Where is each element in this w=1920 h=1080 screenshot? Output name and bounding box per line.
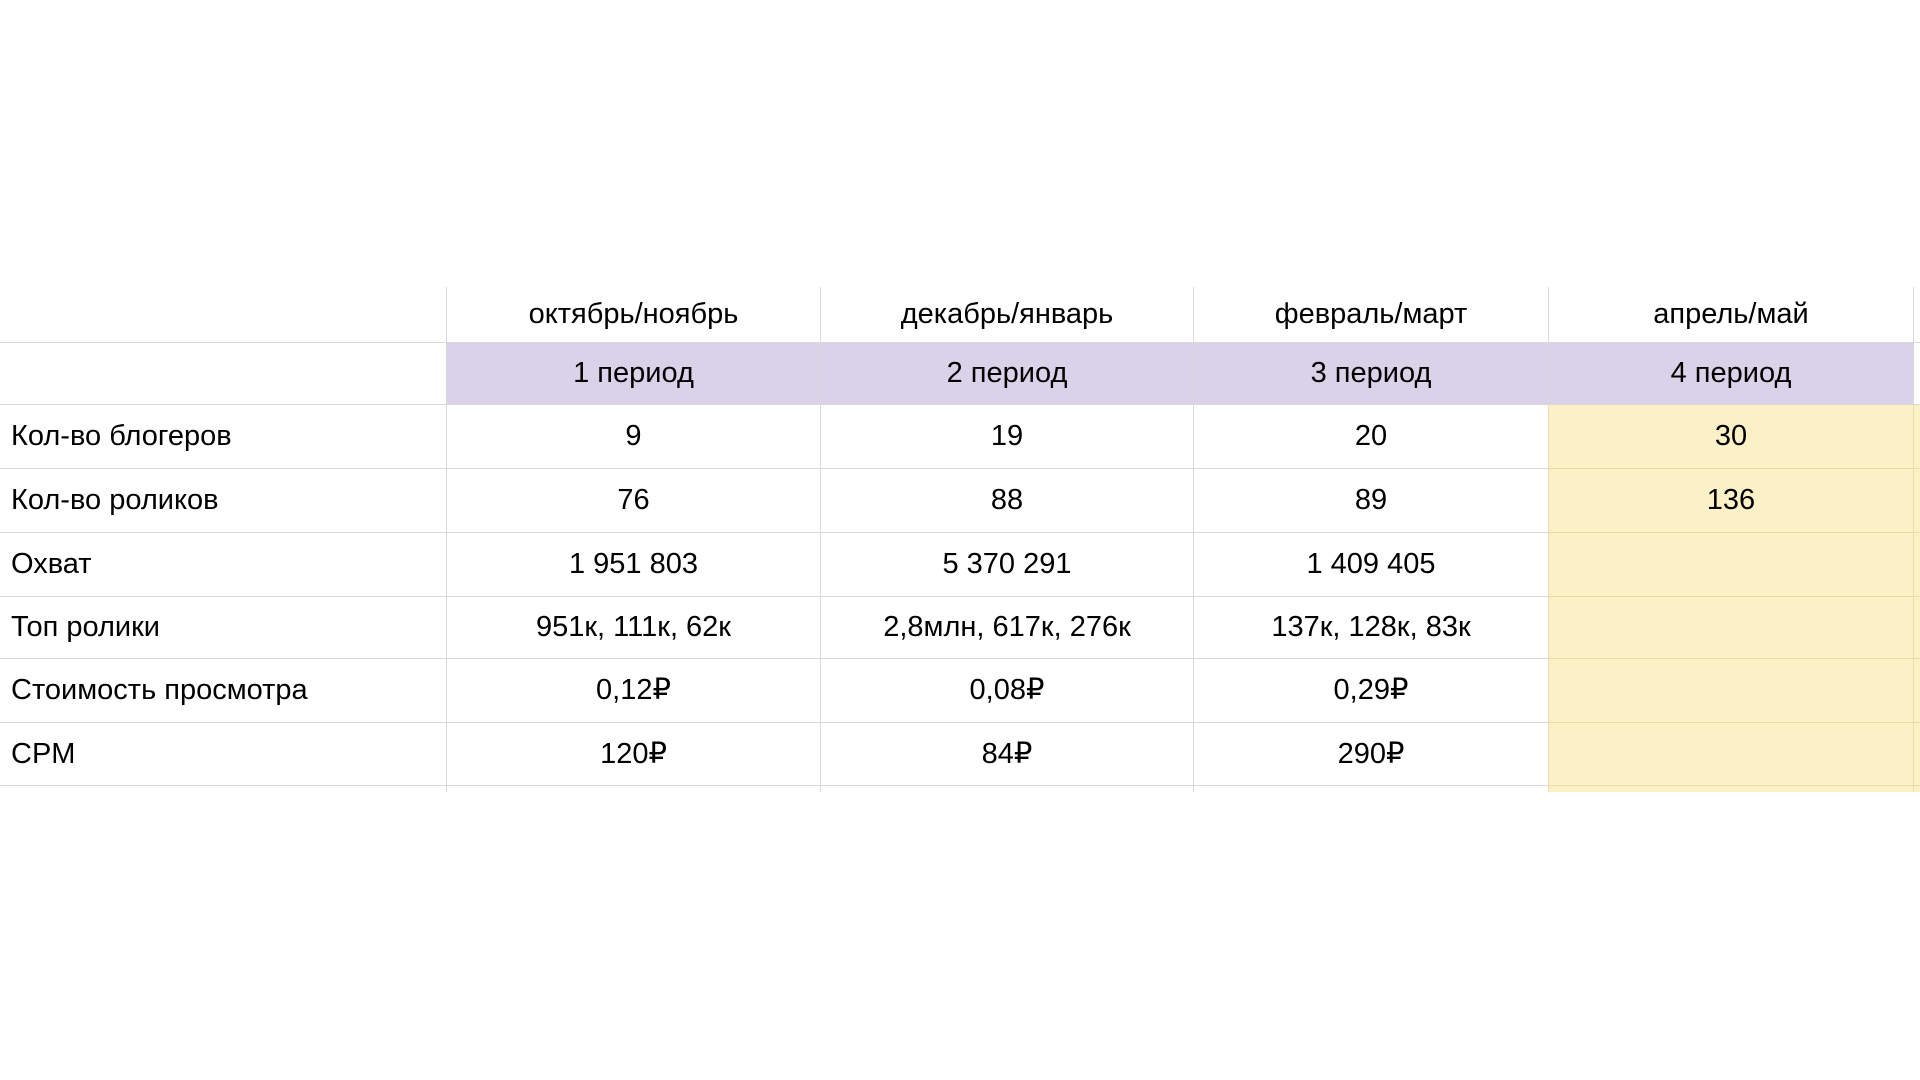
period-header-cell[interactable]: 1 период [446, 343, 820, 405]
table-cell-highlighted[interactable] [1548, 533, 1913, 597]
partial-row-cell [1913, 786, 1920, 792]
table-cell[interactable]: 0,08₽ [820, 659, 1193, 723]
table-cell[interactable]: 5 370 291 [820, 533, 1193, 597]
partial-row-cell [446, 786, 820, 792]
row-label-cost-per-view[interactable]: Стоимость просмотра [0, 659, 446, 723]
table-cell-highlighted[interactable]: 136 [1548, 469, 1913, 533]
partial-row-cell [1193, 786, 1548, 792]
edge-cell [1913, 343, 1920, 405]
table-cell[interactable]: 290₽ [1193, 723, 1548, 786]
table-cell[interactable]: 84₽ [820, 723, 1193, 786]
table-cell[interactable]: 0,12₽ [446, 659, 820, 723]
row-label-cpm[interactable]: CPM [0, 723, 446, 786]
edge-cell [1913, 659, 1920, 723]
period-header-cell[interactable]: 3 период [1193, 343, 1548, 405]
table-cell-highlighted[interactable] [1548, 723, 1913, 786]
partial-row-cell [0, 786, 446, 792]
table-cell[interactable]: 88 [820, 469, 1193, 533]
edge-cell [1913, 723, 1920, 786]
table-cell[interactable]: 0,29₽ [1193, 659, 1548, 723]
table-cell[interactable]: 76 [446, 469, 820, 533]
row-label-bloggers[interactable]: Кол-во блогеров [0, 405, 446, 469]
edge-cell [1913, 597, 1920, 659]
row-label-top-videos[interactable]: Топ ролики [0, 597, 446, 659]
partial-row-cell [1548, 786, 1913, 792]
corner-cell[interactable] [0, 287, 446, 343]
row-label-reach[interactable]: Охват [0, 533, 446, 597]
period-header-cell[interactable]: 4 период [1548, 343, 1913, 405]
month-header-cell[interactable]: октябрь/ноябрь [446, 287, 820, 343]
month-header-cell[interactable]: февраль/март [1193, 287, 1548, 343]
table-cell[interactable]: 120₽ [446, 723, 820, 786]
table-cell-highlighted[interactable]: 30 [1548, 405, 1913, 469]
table-cell[interactable]: 9 [446, 405, 820, 469]
table-cell[interactable]: 89 [1193, 469, 1548, 533]
spreadsheet-table [0, 287, 1920, 792]
row-label-videos[interactable]: Кол-во роликов [0, 469, 446, 533]
period-row-label-cell[interactable] [0, 343, 446, 405]
edge-cell [1913, 287, 1920, 343]
table-cell[interactable]: 20 [1193, 405, 1548, 469]
table-cell[interactable]: 137к, 128к, 83к [1193, 597, 1548, 659]
table-cell-highlighted[interactable] [1548, 659, 1913, 723]
period-header-cell[interactable]: 2 период [820, 343, 1193, 405]
table-cell[interactable]: 2,8млн, 617к, 276к [820, 597, 1193, 659]
partial-row-cell [820, 786, 1193, 792]
month-header-cell[interactable]: апрель/май [1548, 287, 1913, 343]
month-header-cell[interactable]: декабрь/январь [820, 287, 1193, 343]
table-cell[interactable]: 951к, 111к, 62к [446, 597, 820, 659]
table-cell-highlighted[interactable] [1548, 597, 1913, 659]
table-cell[interactable]: 19 [820, 405, 1193, 469]
table-cell[interactable]: 1 951 803 [446, 533, 820, 597]
edge-cell [1913, 405, 1920, 469]
edge-cell [1913, 469, 1920, 533]
table-cell[interactable]: 1 409 405 [1193, 533, 1548, 597]
edge-cell [1913, 533, 1920, 597]
